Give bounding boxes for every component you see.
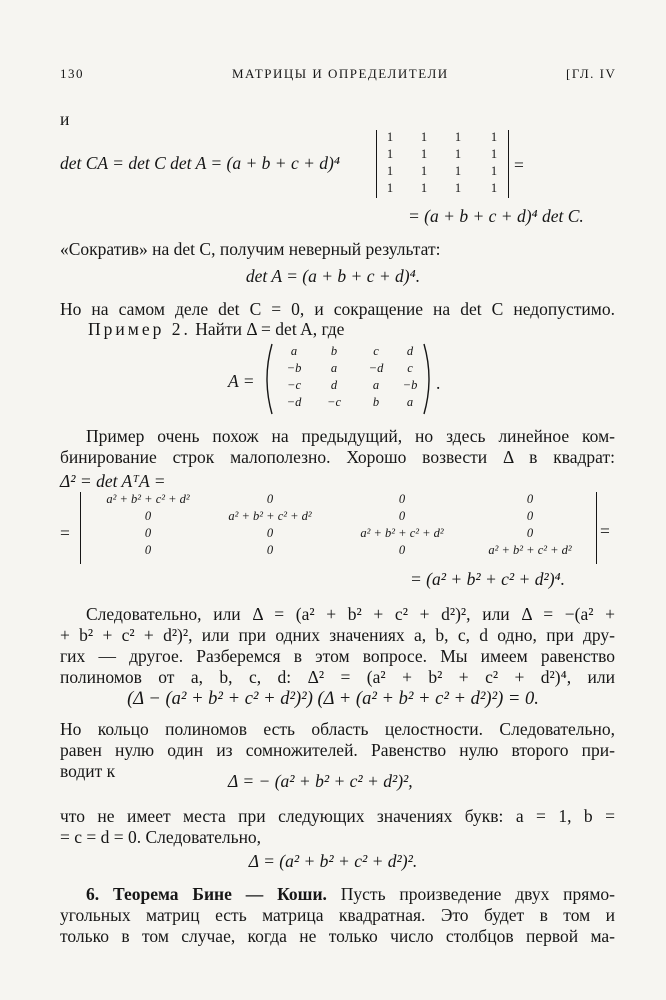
matrix_A-cell: −d: [368, 361, 384, 375]
para2-line2: + b² + c² + d²)², или при одних значениях a, b, c, d одно, при дру-: [60, 625, 615, 645]
matrix_A-cell: −b: [402, 378, 418, 392]
cancel-text: «Сократив» на det C, получим неверный результат:: [60, 239, 441, 259]
matrix_ones-cell: 1: [386, 147, 394, 161]
matrix_A-cell: −c: [287, 378, 301, 392]
matrix_diag-cell: 0: [266, 526, 274, 540]
matrix_diag-cell: 0: [398, 543, 406, 557]
theorem-title: 6. Теорема Бине — Коши.: [86, 884, 327, 904]
matrix_A-cell: a: [406, 395, 414, 409]
theorem-line3: только в том случае, когда не только число столбцов первой ма-: [60, 926, 615, 946]
matrix_diag-cell: 0: [144, 509, 152, 523]
neg-eq: Δ = − (a² + b² + c² + d²)²,: [228, 771, 413, 791]
para3-line3: водит к: [60, 761, 116, 781]
matrix_A-cell: −c: [327, 395, 341, 409]
example-text: Найти Δ = det A, где: [195, 319, 345, 339]
matrix-A-label: A =: [228, 371, 255, 391]
matrix_diag-cell: 0: [526, 509, 534, 523]
eq-sign: =: [514, 155, 524, 175]
det-bar-right: [508, 130, 509, 198]
para4-line2: = c = d = 0. Следовательно,: [60, 827, 262, 847]
matrix_A-cell: d: [406, 344, 414, 358]
final-eq: Δ = (a² + b² + c² + d²)².: [248, 851, 418, 871]
matrix_diag-cell: 0: [266, 543, 274, 557]
matrix_ones-cell: 1: [386, 130, 394, 144]
matrix_ones-cell: 1: [386, 164, 394, 178]
matrix_diag-cell: a² + b² + c² + d²: [106, 492, 190, 506]
matrix_diag-cell: 0: [266, 492, 274, 506]
matrix-ones: [376, 130, 508, 198]
matrix_A-cell: a: [290, 344, 298, 358]
right-paren: [424, 344, 429, 414]
matrix_A-cell: a: [372, 378, 380, 392]
matrix_A-cell: d: [330, 378, 338, 392]
matrix_ones-cell: 1: [490, 130, 498, 144]
matrix-A: [272, 344, 424, 416]
para4-line1: что не имеет места при следующих значениях букв: a = 1, b =: [60, 806, 615, 826]
para2-line4: полиномов от a, b, c, d: Δ² = (a² + b² + c² + d²)⁴, или: [60, 667, 615, 687]
matrix_ones-cell: 1: [490, 164, 498, 178]
matrix_A-cell: c: [407, 361, 413, 375]
matrix_diag-cell: 0: [144, 526, 152, 540]
matrix_diag-cell: 0: [526, 526, 534, 540]
para2-line1: Следовательно, или Δ = (a² + b² + c² + d²)², или Δ = −(a² +: [86, 604, 615, 624]
delta-sq: Δ² = det AᵀA =: [60, 471, 166, 491]
product-eq: (Δ − (a² + b² + c² + d²)²) (Δ + (a² + b² + c² + d²)²) = 0.: [127, 689, 539, 709]
chapter-label: [ГЛ. IV: [566, 66, 617, 81]
matrix_ones-cell: 1: [386, 181, 394, 195]
matrix_A-cell: −b: [286, 361, 302, 375]
matrix_A-cell: b: [330, 344, 338, 358]
matrix_ones-cell: 1: [420, 130, 428, 144]
matrix_ones-cell: 1: [454, 130, 462, 144]
detCA-lhs: det CA = det C det A = (a + b + c + d)⁴: [60, 153, 340, 173]
matrix_ones-cell: 1: [454, 181, 462, 195]
matrix_ones-cell: 1: [490, 147, 498, 161]
matrix_ones-cell: 1: [454, 147, 462, 161]
matrix_A-cell: c: [373, 344, 379, 358]
eq-right: =: [600, 521, 610, 541]
matrix_diag-cell: a² + b² + c² + d²: [228, 509, 312, 523]
matrix_ones-cell: 1: [454, 164, 462, 178]
matrix_diag-cell: a² + b² + c² + d²: [488, 543, 572, 557]
page-number: 130: [60, 66, 84, 81]
matrix_diag-cell: 0: [526, 492, 534, 506]
para1-line2: бинирование строк малополезно. Хорошо возвести Δ в квадрат:: [60, 447, 615, 467]
matrix_A-cell: b: [372, 395, 380, 409]
example-line: [88, 318, 344, 341]
but-text: Но на самом деле det C = 0, и сокращение на det C недопустимо.: [60, 299, 615, 319]
detCA-rhs: = (a + b + c + d)⁴ det C.: [408, 206, 584, 226]
matrix_diag-cell: a² + b² + c² + d²: [360, 526, 444, 540]
matrix_diag-cell: 0: [398, 509, 406, 523]
diag-bar-right: [596, 492, 597, 564]
para3-line1: Но кольцо полиномов есть область целостности. Следовательно,: [60, 719, 615, 739]
matrix_ones-cell: 1: [420, 164, 428, 178]
wrong-result: det A = (a + b + c + d)⁴.: [245, 266, 421, 286]
matrix-A-period: .: [436, 373, 441, 393]
para1-line1: Пример очень похож на предыдущий, но здесь линейное ком-: [86, 426, 615, 446]
eq-left: =: [60, 523, 70, 543]
matrix_A-cell: a: [330, 361, 338, 375]
theorem-line1-wrap: [86, 883, 615, 906]
theorem-line2: угольных матриц есть матрица квадратная. Это будет в том и: [60, 905, 615, 925]
delta-sq-rhs: = (a² + b² + c² + d²)⁴.: [410, 569, 565, 589]
para2-line3: гих — другое. Разберемся в этом вопросе. Мы имеем равенство: [60, 646, 615, 666]
example-label: Пример 2.: [88, 319, 191, 339]
matrix_A-cell: −d: [286, 395, 302, 409]
matrix_diag-cell: 0: [398, 492, 406, 506]
running-title: МАТРИЦЫ И ОПРЕДЕЛИТЕЛИ: [232, 66, 449, 81]
text-and: и: [60, 109, 70, 129]
theorem-line1: Пусть произведение двух прямо-: [340, 884, 615, 904]
matrix_ones-cell: 1: [420, 147, 428, 161]
para3-line2: равен нулю один из сомножителей. Равенство нулю второго при-: [60, 740, 615, 760]
matrix_ones-cell: 1: [420, 181, 428, 195]
matrix-diag: [80, 492, 596, 564]
matrix_diag-cell: 0: [144, 543, 152, 557]
matrix_ones-cell: 1: [490, 181, 498, 195]
